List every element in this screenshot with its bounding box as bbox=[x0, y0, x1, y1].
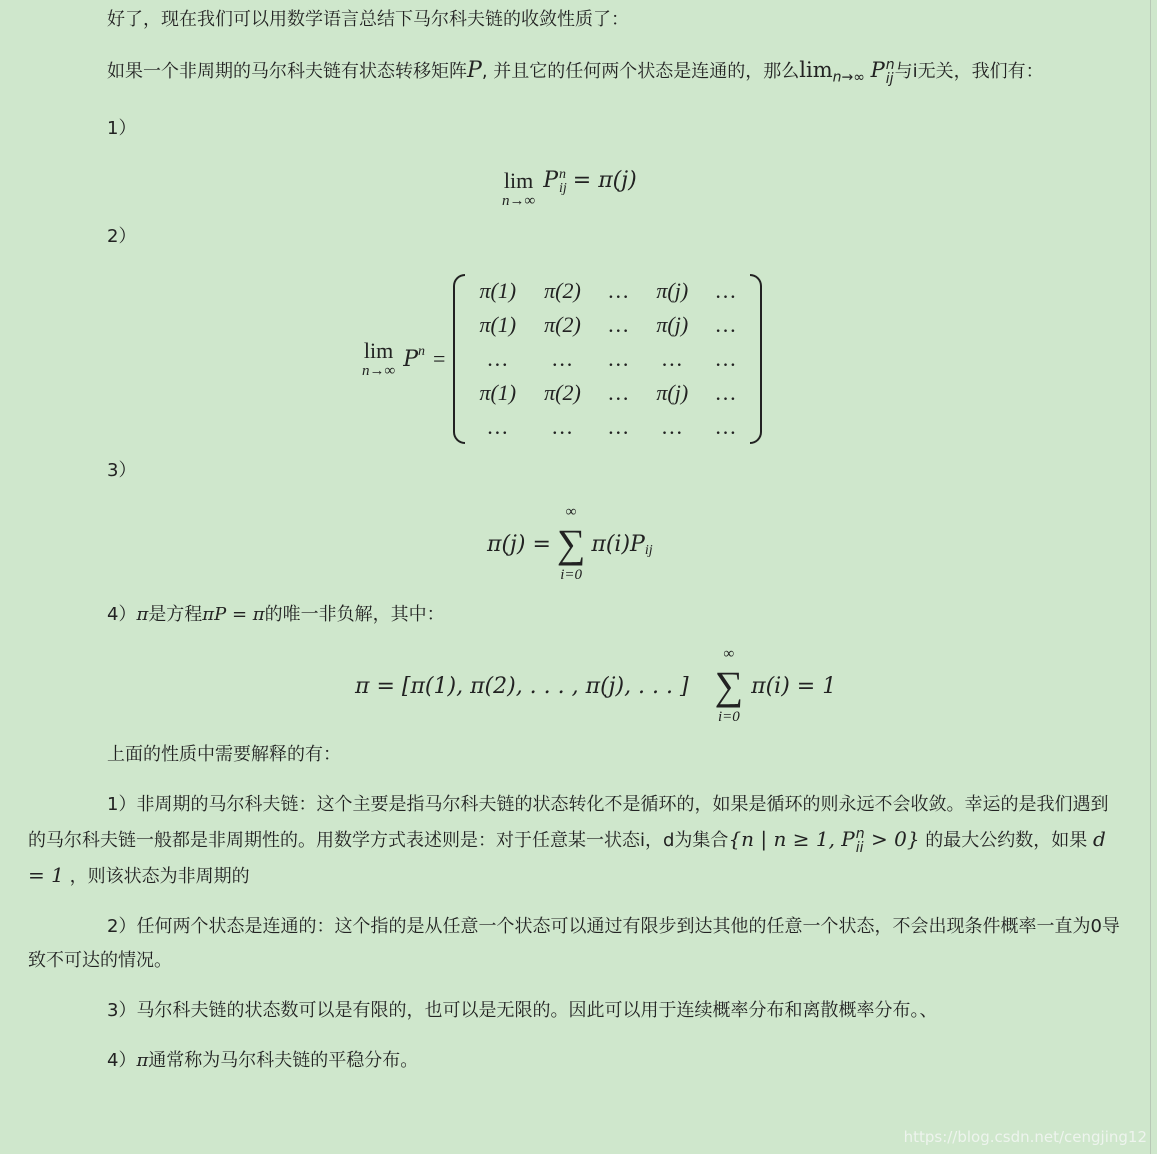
text: 1）非周期的马尔科夫链：这个主要是指马尔科夫链的状态转化不是循环的，如果是循环的则永远不会收敛。幸运的是我们遇到的马尔科夫链一般都是非周期性的。用数学方式表述则是：对于任意某一状态i，d为集合 bbox=[28, 794, 1109, 852]
math-lim: lim bbox=[799, 58, 833, 82]
sum-upper: ∞ bbox=[565, 504, 577, 521]
matrix-cell: π(j) bbox=[656, 312, 689, 338]
text: 如果一个非周期的马尔科夫链有状态转移矩阵 bbox=[107, 61, 467, 82]
rhs: π(i) = 1 bbox=[751, 673, 837, 699]
text: 通常称为马尔科夫链的平稳分布。 bbox=[148, 1050, 419, 1072]
lim: lim bbox=[503, 167, 534, 193]
item-4-text bbox=[28, 598, 1123, 632]
label: 4） bbox=[107, 604, 137, 626]
rhs: π(i)P bbox=[591, 531, 645, 557]
sup: n bbox=[855, 826, 865, 843]
matrix-cell: … bbox=[716, 414, 736, 440]
text: 与i无关，我们有： bbox=[894, 61, 1044, 82]
math-P: P bbox=[870, 58, 885, 82]
note-1 bbox=[28, 788, 1123, 894]
matrix-cell: … bbox=[662, 346, 683, 372]
text: ，则该状态为非周期的 bbox=[63, 866, 250, 888]
matrix-cell: … bbox=[716, 380, 736, 406]
text: , 并且它的任何两个状态是连通的，那么 bbox=[481, 61, 800, 82]
item-3-label: 3） bbox=[107, 460, 137, 482]
matrix-cell: … bbox=[552, 346, 573, 372]
matrix-cell: π(1) bbox=[479, 380, 517, 406]
right-border bbox=[1150, 0, 1151, 1154]
equation-4 bbox=[28, 646, 1123, 726]
math-P: P bbox=[467, 58, 482, 83]
matrix-cell: … bbox=[552, 414, 573, 440]
sub: ij bbox=[644, 543, 653, 559]
item-1-label: 1） bbox=[107, 117, 137, 139]
matrix-cell: … bbox=[716, 278, 736, 304]
note-4 bbox=[28, 1044, 1123, 1078]
text: 的唯一非负解，其中： bbox=[264, 604, 445, 626]
matrix-row bbox=[465, 376, 749, 410]
lhs: π(j) = bbox=[487, 531, 551, 557]
equation-1 bbox=[28, 168, 1123, 211]
sub: ii bbox=[855, 840, 864, 857]
sum-lower: i=0 bbox=[560, 567, 583, 584]
intro-paragraph: 好了，现在我们可以用数学语言总结下马尔科夫链的收敛性质了： bbox=[107, 9, 629, 30]
equation-3 bbox=[28, 504, 1123, 584]
sum-upper: ∞ bbox=[723, 646, 735, 663]
math-set: > 0} bbox=[864, 827, 920, 852]
matrix-cell: … bbox=[716, 346, 736, 372]
pi: π bbox=[136, 1050, 149, 1072]
matrix-cell: π(2) bbox=[544, 278, 581, 304]
limit-matrix bbox=[453, 274, 761, 444]
sup: n bbox=[559, 166, 567, 182]
text: 的最大公约数，如果 bbox=[919, 830, 1093, 852]
watermark: https://blog.csdn.net/cengjing12 bbox=[903, 1128, 1147, 1146]
note-2: 2）任何两个状态是连通的：这个指的是从任意一个状态可以通过有限步到达其他的任意一个状态，不会出现条件概率一直为0导致不可达的情况。 bbox=[28, 916, 1120, 972]
sum-lower: i=0 bbox=[717, 709, 740, 726]
matrix-row bbox=[465, 342, 749, 376]
sup: n bbox=[418, 344, 426, 360]
matrix-cell: … bbox=[488, 346, 508, 372]
sup-sub bbox=[559, 168, 567, 196]
matrix-cell: … bbox=[608, 414, 629, 440]
math-P: P bbox=[403, 346, 419, 372]
matrix-row bbox=[465, 308, 749, 342]
pi: π bbox=[136, 604, 149, 626]
sigma-icon: ∑ bbox=[556, 521, 586, 567]
math: πP = π bbox=[202, 604, 265, 626]
equation-2 bbox=[28, 274, 1123, 444]
math-sub: n→∞ bbox=[832, 69, 865, 86]
matrix-row bbox=[465, 274, 749, 308]
lim-sub: n→∞ bbox=[502, 192, 536, 209]
lim-sub: n→∞ bbox=[362, 363, 396, 380]
equals: = bbox=[433, 346, 446, 372]
matrix-cell: π(2) bbox=[544, 380, 581, 406]
math-sub: ij bbox=[885, 71, 894, 87]
sigma-icon: ∑ bbox=[714, 663, 744, 709]
matrix-cell: … bbox=[716, 312, 736, 338]
matrix-cell: π(2) bbox=[544, 312, 581, 338]
math-set: {n | n ≥ 1, P bbox=[728, 827, 855, 852]
sup-sub bbox=[856, 827, 865, 855]
matrix-row bbox=[465, 410, 749, 444]
lhs: π = [π(1), π(2), . . . , π(j), . . . ] bbox=[355, 673, 689, 699]
matrix-cell: π(1) bbox=[479, 278, 517, 304]
matrix-cell: π(j) bbox=[656, 278, 689, 304]
sup-sub bbox=[886, 58, 895, 86]
matrix-cell: … bbox=[662, 414, 683, 440]
note-3: 3）马尔科夫链的状态数可以是有限的，也可以是无限的。因此可以用于连续概率分布和离散概率分布。、 bbox=[107, 1000, 938, 1022]
matrix-cell: … bbox=[608, 346, 629, 372]
item-2-label: 2） bbox=[107, 226, 137, 248]
matrix-cell: … bbox=[608, 278, 629, 304]
math-P: P bbox=[543, 167, 559, 193]
lim: lim bbox=[363, 337, 394, 363]
math-d: d = 1 bbox=[28, 827, 1106, 888]
theorem-paragraph bbox=[28, 53, 1123, 95]
text: 是方程 bbox=[148, 604, 203, 626]
rhs: = π(j) bbox=[572, 167, 637, 193]
math-sup: n bbox=[885, 57, 895, 73]
matrix-cell: … bbox=[488, 414, 508, 440]
matrix-cell: π(j) bbox=[656, 380, 689, 406]
sub: ij bbox=[559, 180, 567, 196]
matrix-cell: … bbox=[608, 312, 629, 338]
label: 4） bbox=[107, 1050, 137, 1072]
matrix-cell: π(1) bbox=[479, 312, 517, 338]
explain-title: 上面的性质中需要解释的有： bbox=[107, 744, 341, 766]
matrix-cell: … bbox=[608, 380, 629, 406]
